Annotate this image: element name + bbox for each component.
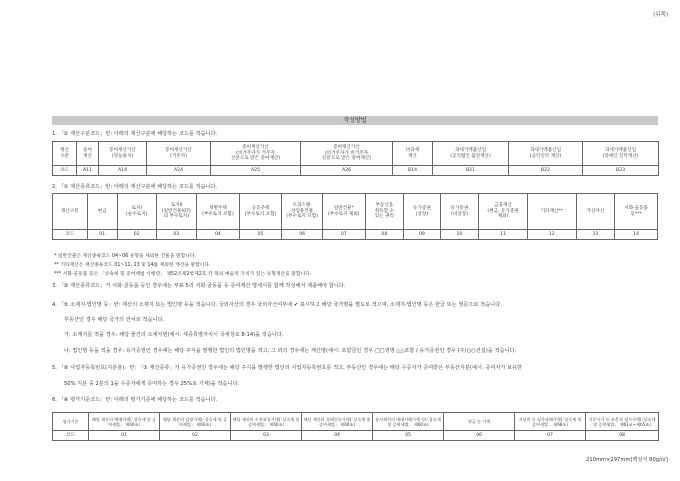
valuation-code-2: 02 bbox=[160, 431, 231, 441]
asset-type-code-4: 04 bbox=[197, 230, 240, 240]
instruction-item-1: 1. 「① 재산구분코드」란: 아래의 재산구분에 해당하는 코드를 적습니다. bbox=[52, 131, 218, 137]
asset-type-code-1: 01 bbox=[87, 230, 117, 240]
valuation-header-4: 해당 재산의 경매등등가액(「상속세 및 증여세법」 제60조) bbox=[302, 413, 373, 431]
asset-category-code-9: B23 bbox=[583, 166, 659, 176]
asset-type-header-11: 금융재산 (현금, 유가증권 제외) bbox=[479, 194, 528, 230]
asset-type-code-12: 12 bbox=[527, 230, 576, 240]
asset-category-header-3: 증여재산가산 (거주자) bbox=[147, 142, 211, 166]
valuation-code-6: 06 bbox=[444, 431, 515, 441]
asset-type-header-12: 기타재산** bbox=[527, 194, 576, 230]
asset-category-header-7: 과세가액불산입 (공익법인 출연재산) bbox=[433, 142, 509, 166]
note-line-2: ** 기타재산은 재산종류코드 01~11, 13 및 14를 제외한 재산을 말합니다. bbox=[54, 263, 211, 268]
asset-type-header-14: 서화·골동품 등*** bbox=[615, 194, 658, 230]
valuation-header-6: 현금 등 가액 bbox=[444, 413, 515, 431]
asset-category-code-7: B21 bbox=[433, 166, 509, 176]
asset-type-code-13: 13 bbox=[576, 230, 615, 240]
asset-category-header-6: 비과세 재산 bbox=[393, 142, 433, 166]
instruction-item-5: 5. 「⑥ 사업자등록번호(지분율)」란: 「③ 재산종류」가 유가증권인 경우에는 해당 주식을 발행한 법인의 사업자등록번호를 적고, 부동산인 경우에는 해당 수증자가 증여받은 부동산지분(예시: 증여자가 보유한 bbox=[52, 365, 523, 371]
page-side-label: (뒤쪽) bbox=[653, 12, 668, 18]
valuation-standard-table bbox=[52, 412, 659, 441]
asset-category-code-0: 코드 bbox=[53, 166, 77, 176]
asset-type-header-10: 유가증권 (비상장) bbox=[440, 194, 479, 230]
asset-type-header-8: 부동산을 취득할 수 있는 권리 bbox=[365, 194, 404, 230]
valuation-code-8: 08 bbox=[586, 431, 659, 441]
valuation-code-1: 01 bbox=[89, 431, 160, 441]
asset-type-code-10: 10 bbox=[440, 230, 479, 240]
asset-type-code-6: 06 bbox=[282, 230, 323, 240]
asset-type-header-13: 가상자산 bbox=[576, 194, 615, 230]
asset-category-header-4: 증여재산가산 (비거주자가 거주자 신분으로 받은 증여재산) bbox=[211, 142, 301, 166]
valuation-code-0: 코드 bbox=[53, 431, 89, 441]
asset-type-code-11: 11 bbox=[479, 230, 528, 240]
valuation-header-1: 해당 재산의 매매가액(「상속세 및 증여세법」 제60조) bbox=[89, 413, 160, 431]
valuation-header-3: 해당 재산의 수용보상가액(「상속세 및 증여세법」 제60조) bbox=[231, 413, 302, 431]
asset-type-code-14: 14 bbox=[615, 230, 658, 240]
valuation-header-0: 평가기준 bbox=[53, 413, 89, 431]
asset-type-code-7: 07 bbox=[322, 230, 365, 240]
asset-type-code-3: 03 bbox=[156, 230, 197, 240]
valuation-header-2: 해당 재산의 감정가액(「상속세 및 증여세법」 제60조) bbox=[160, 413, 231, 431]
asset-type-code-0: 코드 bbox=[53, 230, 88, 240]
asset-category-table bbox=[52, 141, 659, 176]
asset-type-header-6: 오피스텔· 상업용건물 (부수토지 포함) bbox=[282, 194, 323, 230]
asset-type-code-8: 08 bbox=[365, 230, 404, 240]
asset-category-code-3: A24 bbox=[147, 166, 211, 176]
instruction-item-3: 3. 「③ 재산종류코드」가 서화·골동품 등인 경우에는 부표 5의 서화·골동품 등 증여재산 명세서를 함께 작성해서 제출해야 합니다. bbox=[52, 283, 346, 289]
instruction-item-5-continued: 50% 지분 중 2분의 1을 수증자에게 증여하는 경우 25%로 기재)을 적습니다. bbox=[64, 381, 240, 387]
instruction-item-6: 6. 「⑧ 평가기준코드」란: 아래의 평가기준에 해당하는 코드를 적습니다. bbox=[52, 397, 218, 403]
valuation-header-7: 저당권 등 평가특례가액(「상속세 및 증여세법」 제66조) bbox=[515, 413, 586, 431]
asset-type-header-0: 재산구분 bbox=[53, 194, 88, 230]
asset-category-header-8: 과세가액불산입 (공익신탁 재산) bbox=[509, 142, 583, 166]
asset-type-header-4: 개별주택 (부수토지 포함) bbox=[197, 194, 240, 230]
asset-category-code-4: A25 bbox=[211, 166, 301, 176]
asset-category-code-5: A26 bbox=[301, 166, 393, 176]
valuation-header-8: 기준시가 등 보충적 평가가액(「상속세 및 증여세법」 제61조~제65조) bbox=[586, 413, 659, 431]
asset-type-header-2: 토지Ⅰ (순수토지) bbox=[117, 194, 156, 230]
asset-category-code-1: A11 bbox=[77, 166, 99, 176]
section-title: 작성방법 bbox=[52, 116, 658, 125]
asset-type-header-5: 공동주택 (부수토지 포함) bbox=[239, 194, 282, 230]
instruction-item-4-continued: 부동산인 경우 해당 국가의 언어로 적습니다. bbox=[64, 317, 165, 323]
asset-category-header-2: 증여재산가산 (영농용지) bbox=[99, 142, 147, 166]
valuation-code-4: 04 bbox=[302, 431, 373, 441]
valuation-header-5: 유사재산의 매매사례가액 등(「상속세 및 증여세법」 제60조) bbox=[373, 413, 444, 431]
valuation-code-5: 05 bbox=[373, 431, 444, 441]
asset-category-header-0: 재산 구분 bbox=[53, 142, 77, 166]
note-line-1: * 일반건물은 재산종류코드 04~06 유형을 제외한 건물을 말합니다. bbox=[54, 254, 197, 259]
asset-category-code-2: A14 bbox=[99, 166, 147, 176]
asset-category-header-9: 과세가액불산입 (장애인 신탁재산) bbox=[583, 142, 659, 166]
asset-type-code-9: 09 bbox=[404, 230, 441, 240]
note-line-3: *** 서화·골동품 등은 「상속세 및 증여세법 시행령」 제52조제2항제2호 각 목의 예술적 가치가 있는 유형재산을 말합니다. bbox=[54, 272, 312, 277]
asset-type-header-3: 토지Ⅱ (일반건물(07) 의 부수토지) bbox=[156, 194, 197, 230]
asset-category-header-5: 증여재산가산 (비거주자가 비거주자 신분으로 받은 증여재산) bbox=[301, 142, 393, 166]
asset-category-header-1: 증여 재산 bbox=[77, 142, 99, 166]
asset-type-header-9: 유가증권 (상장) bbox=[404, 194, 441, 230]
instruction-item-4: 4. 「⑤ 소재지·법인명 등」란: 재산의 소재지 또는 법인명 등을 적습니다. 국외자산의 경우 국외자산여부에 ✔ 표시하고 해당 국가명을 별도로 적으며, 소재지·법인명 등은 한글 또는 영문으로 적습니다. bbox=[52, 302, 502, 308]
instruction-item-4-a: 가. 소재지를 적을 경우: 해당 물건의 소재지번(예시: 세종특별자치시 국세청로 8-14)을 적습니다. bbox=[64, 332, 284, 338]
asset-type-code-2: 02 bbox=[117, 230, 156, 240]
instruction-item-4-b: 나. 법인명 등을 적을 경우: 유가증권인 경우에는 해당 주식을 발행한 법인의 법인명을 적고, 그 외의 경우에는 재산명(예시: 포함금인 경우 □□생명 △△포함 / 유가증권인 경우 (주)○○건설)을 적습니다. bbox=[64, 348, 517, 354]
asset-type-code-5: 05 bbox=[239, 230, 282, 240]
valuation-code-7: 07 bbox=[515, 431, 586, 441]
asset-category-code-8: B22 bbox=[509, 166, 583, 176]
asset-type-header-1: 현금 bbox=[87, 194, 117, 230]
valuation-code-3: 03 bbox=[231, 431, 302, 441]
asset-type-header-7: 일반건물* (부수토지 제외) bbox=[322, 194, 365, 230]
asset-category-code-6: B14 bbox=[393, 166, 433, 176]
instruction-item-2: 2. 「② 재산종류코드」란: 아래의 재산구분에 해당하는 코드를 적습니다. bbox=[52, 184, 218, 190]
paper-spec-footer: 210mm×297mm[백상지 80g/㎡] bbox=[586, 457, 668, 463]
asset-type-table bbox=[52, 193, 658, 240]
